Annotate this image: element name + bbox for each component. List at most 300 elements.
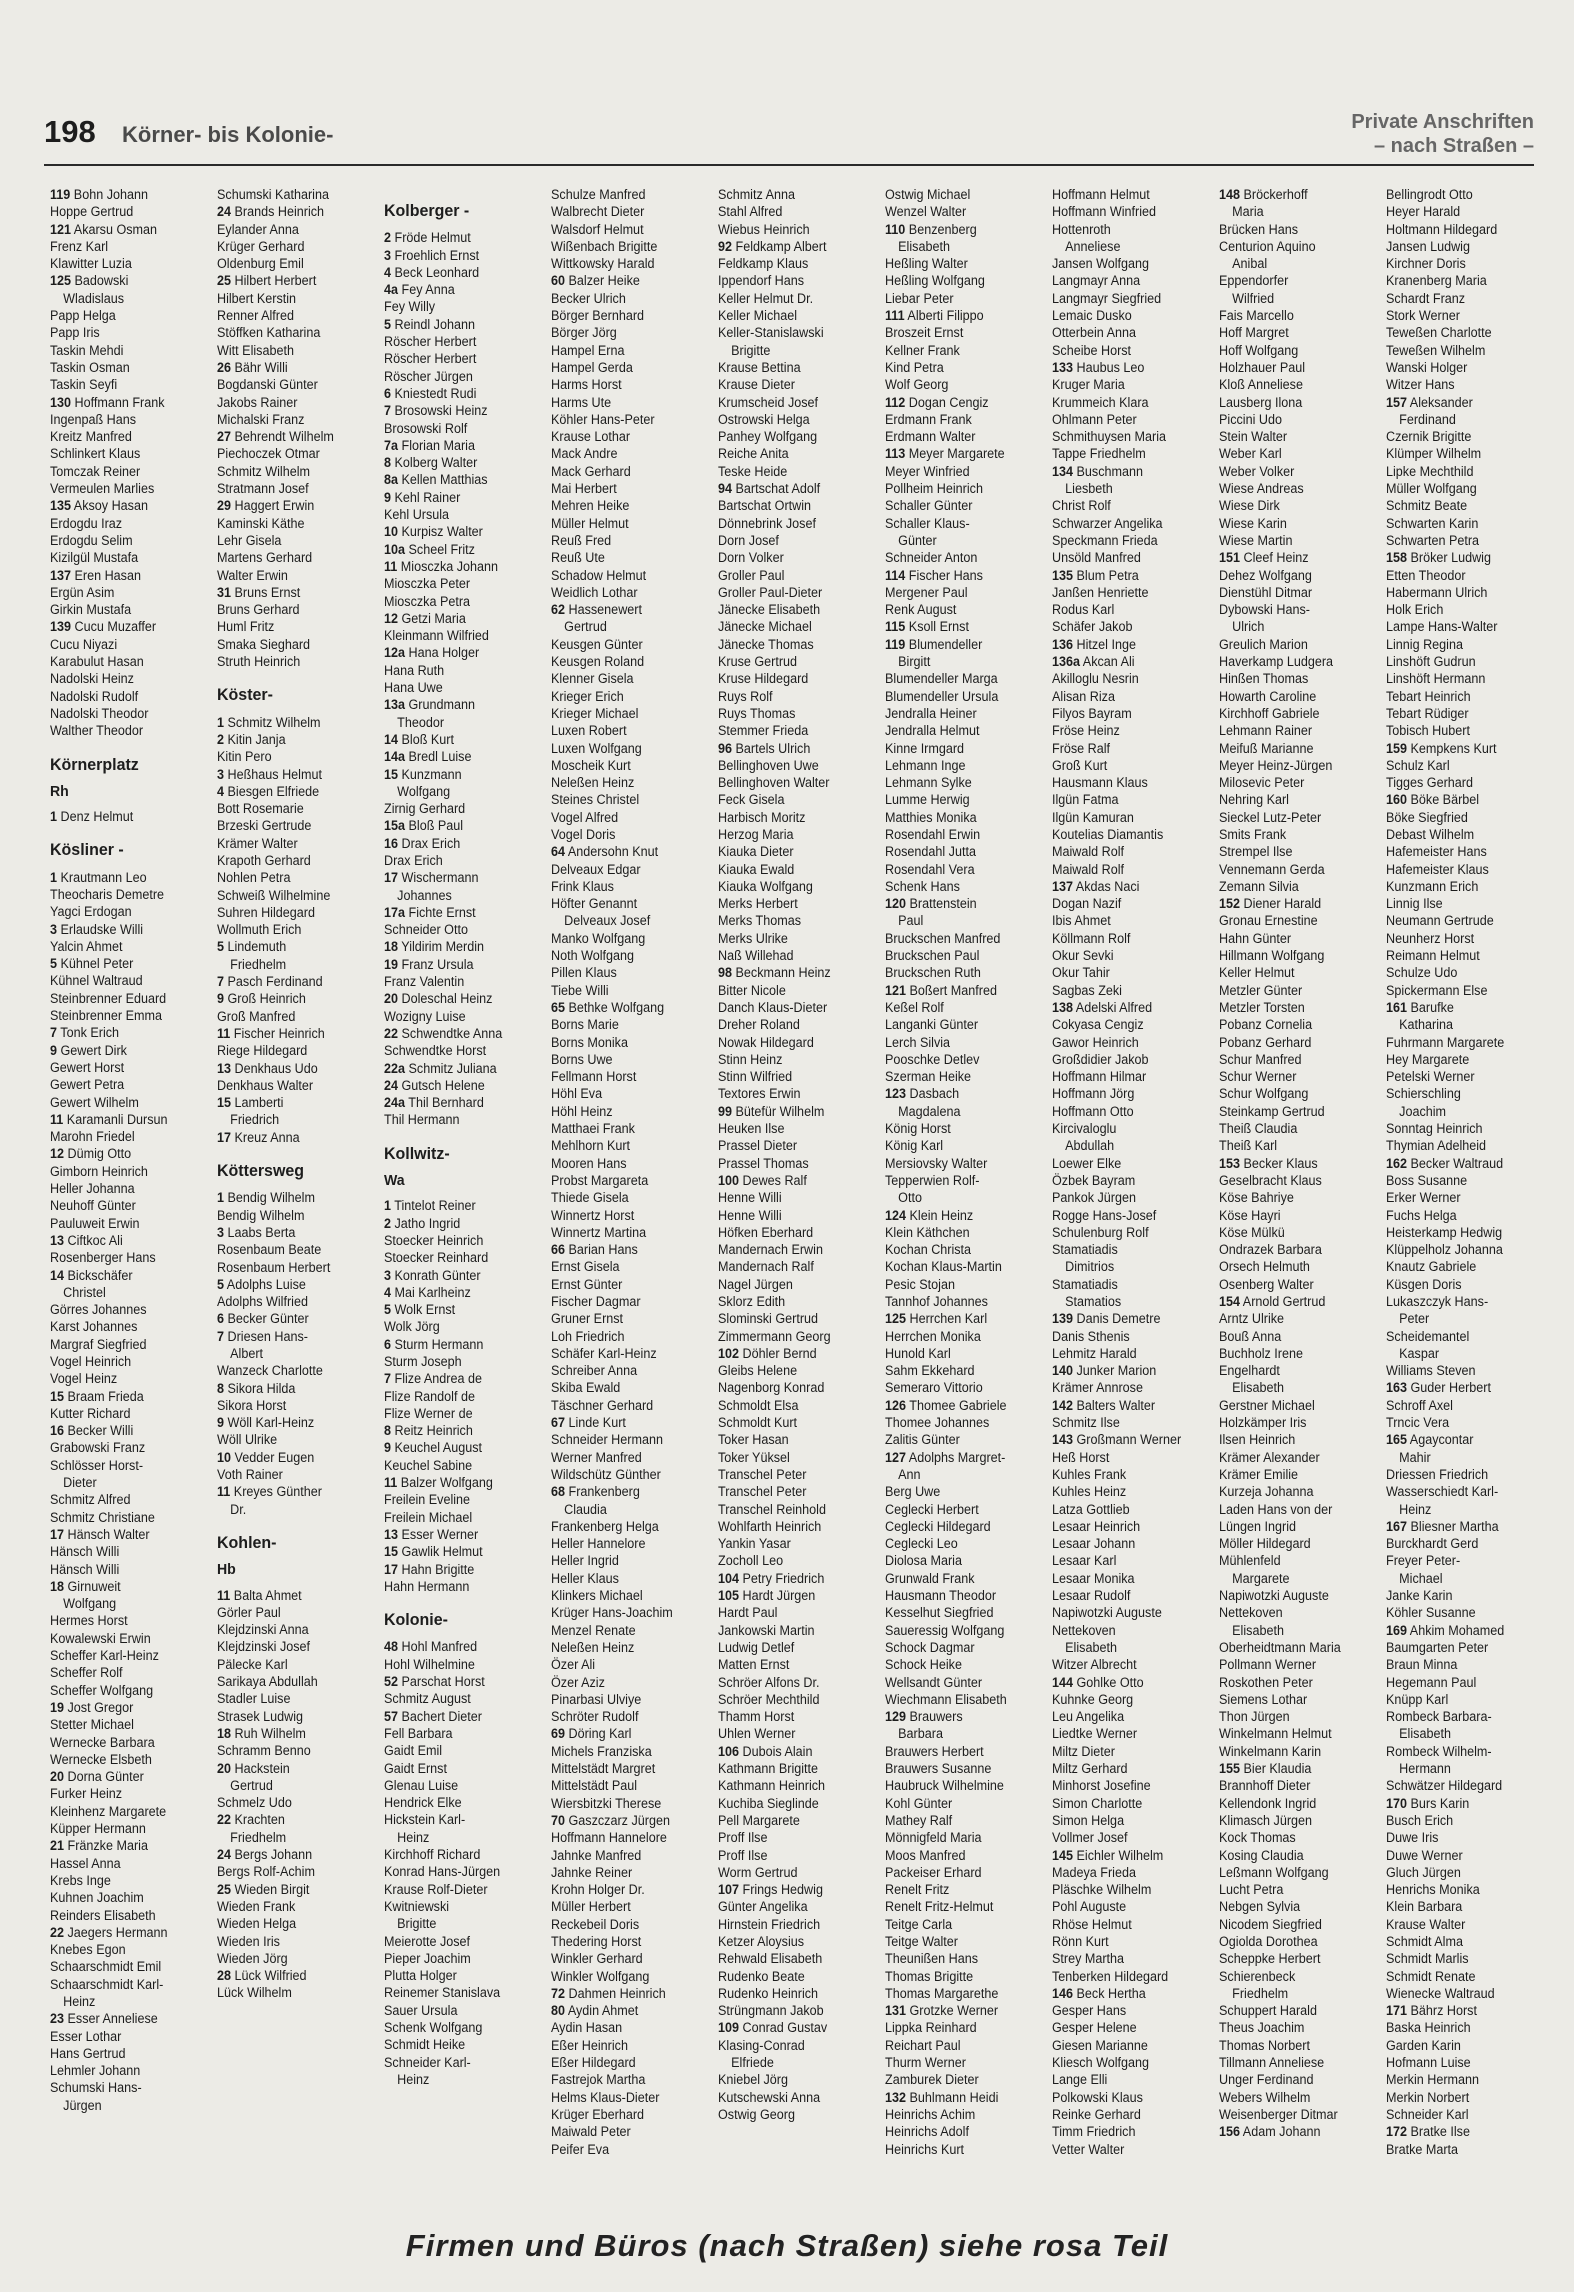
resident-entry: 130 Hoffmann Frank [50, 394, 165, 410]
resident-entry: Krumscheid Josef [718, 394, 819, 410]
house-number: 7 [217, 974, 225, 990]
resident-entry: 14a Bredl Luise [384, 749, 472, 765]
resident-entry: Ibis Ahmet [1052, 913, 1111, 929]
house-number: 156 [1219, 2124, 1241, 2140]
entry-continuation: Magdalena [898, 1103, 961, 1119]
resident-entry: 113 Meyer Margarete [885, 446, 1005, 462]
resident-entry: Jänecke Thomas [718, 636, 814, 652]
resident-entry: 153 Becker Klaus [1219, 1155, 1318, 1171]
resident-entry: Hahn Hermann [384, 1578, 470, 1594]
entry-continuation: Margarete [1232, 1570, 1290, 1586]
house-number: 3 [217, 1224, 225, 1240]
resident-entry: Schmithuysen Maria [1052, 429, 1167, 445]
resident-entry: Ostwig Michael [885, 187, 971, 202]
entry-continuation: Joachim [1399, 1103, 1447, 1119]
resident-entry: Fischer Dagmar [551, 1294, 641, 1309]
resident-entry: Hoffmann Jörg [1052, 1086, 1135, 1102]
directory-columns [50, 186, 1540, 2206]
resident-entry: Feldkamp Klaus [718, 256, 809, 272]
resident-entry: Hoffmann Hannelore [551, 1830, 667, 1846]
resident-entry: Hampel Gerda [551, 359, 633, 375]
entry-continuation: Ferdinand [1399, 411, 1456, 427]
resident-entry: Ceglecki Herbert [885, 1501, 979, 1517]
resident-entry: Kuhles Heinz [1052, 1484, 1127, 1500]
resident-entry: Mooren Hans [551, 1155, 627, 1171]
resident-entry: 5 Wolk Ernst [384, 1302, 456, 1318]
house-number: 2 [217, 731, 225, 747]
directory-column [1052, 186, 1201, 2206]
house-number: 162 [1386, 1155, 1408, 1171]
resident-entry: Krieger Michael [551, 705, 639, 721]
resident-entry: Ernst Gisela [551, 1259, 620, 1275]
resident-entry: 3 Froehlich Ernst [384, 247, 480, 263]
resident-entry: Delveaux Edgar [551, 861, 641, 877]
house-number: 100 [718, 1172, 740, 1188]
resident-entry: Leu Angelika [1052, 1709, 1125, 1725]
resident-entry: Schmitz Beate [1386, 498, 1468, 514]
resident-entry: Matten Ernst [718, 1657, 790, 1673]
resident-entry: Mittelstädt Paul [551, 1778, 638, 1794]
entry-continuation: Anibal [1232, 256, 1268, 272]
district-code: Wa [384, 1172, 405, 1190]
resident-entry: Nettekoven [1219, 1605, 1283, 1621]
resident-entry: Tillmann Anneliese [1219, 2055, 1325, 2071]
entry-continuation: Dieter [63, 1475, 97, 1491]
footer-note: Firmen und Büros (nach Straßen) siehe rosa Teil [405, 2228, 1169, 2263]
house-number: 18 [384, 939, 399, 955]
resident-entry: Grabowski Franz [50, 1440, 146, 1456]
resident-entry: Kathmann Heinrich [718, 1778, 826, 1794]
resident-entry: Fell Barbara [384, 1725, 453, 1741]
house-number: 68 [551, 1484, 566, 1500]
house-number: 1 [50, 809, 58, 825]
resident-entry: 139 Danis Demetre [1052, 1311, 1161, 1327]
resident-entry: Hausmann Klaus [1052, 775, 1148, 791]
resident-entry: Roskothen Peter [1219, 1674, 1313, 1690]
house-number: 134 [1052, 463, 1074, 479]
house-number: 17 [217, 1129, 232, 1145]
resident-entry: Strempel Ilse [1219, 844, 1293, 860]
resident-entry: Hoffmann Helmut [1052, 187, 1150, 202]
house-number: 24 [217, 204, 232, 220]
resident-entry: 27 Behrendt Wilhelm [217, 429, 334, 445]
resident-entry: Pohl Auguste [1052, 1899, 1127, 1915]
resident-entry: Weber Karl [1219, 446, 1282, 462]
resident-entry: 162 Becker Waltraud [1386, 1155, 1504, 1171]
resident-entry: Kruse Gertrud [718, 654, 798, 670]
resident-entry: 135 Aksoy Hasan [50, 498, 148, 514]
house-number: 2 [384, 230, 392, 246]
resident-entry: Transchel Reinhold [718, 1501, 826, 1517]
resident-entry: Proff Ilse [718, 1847, 768, 1863]
resident-entry: 14 Bloß Kurt [384, 731, 454, 747]
resident-entry: Scheffer Karl-Heinz [50, 1648, 159, 1664]
resident-entry: Wozigny Luise [384, 1008, 466, 1024]
resident-entry: Herrchen Monika [885, 1328, 981, 1344]
resident-entry: Naß Willehad [718, 948, 794, 964]
house-number: 123 [885, 1086, 907, 1102]
resident-entry: Siemens Lothar [1219, 1691, 1308, 1707]
resident-entry: Dönnebrink Josef [718, 515, 816, 531]
resident-entry: Madeya Frieda [1052, 1864, 1136, 1880]
resident-entry: Winkler Wolfgang [551, 1968, 650, 1984]
resident-entry: Dehez Wolfgang [1219, 567, 1312, 583]
house-number: 11 [50, 1111, 64, 1127]
house-number: 9 [217, 1415, 225, 1431]
resident-entry: Heßling Walter [885, 256, 968, 272]
resident-entry: Maiwald Rolf [1052, 844, 1125, 860]
resident-entry: Stoecker Heinrich [384, 1232, 484, 1248]
resident-entry: 4a Fey Anna [384, 282, 455, 298]
entry-continuation: Barbara [898, 1726, 943, 1742]
resident-entry: Wollmuth Erich [217, 922, 302, 938]
resident-entry: Hillmann Wolfgang [1219, 948, 1325, 964]
resident-entry: Renelt Fritz-Helmut [885, 1899, 994, 1915]
resident-entry: Timm Friedrich [1052, 2124, 1136, 2140]
resident-entry: Schröter Rudolf [551, 1709, 639, 1725]
house-number: 52 [384, 1674, 399, 1690]
resident-entry: Hans Gertrud [50, 2045, 126, 2061]
resident-entry: Teweßen Charlotte [1386, 325, 1492, 341]
resident-entry: Röscher Jürgen [384, 368, 473, 384]
resident-entry: Nagenborg Konrad [718, 1380, 825, 1396]
resident-entry: Kind Petra [885, 359, 944, 375]
house-number: 7 [384, 403, 392, 419]
resident-entry: Pobanz Gerhard [1219, 1034, 1312, 1050]
resident-entry: Nettekoven [1052, 1622, 1116, 1638]
resident-entry: 20 Hackstein [217, 1760, 290, 1776]
resident-entry: Schierschling [1386, 1086, 1461, 1102]
resident-entry: Nadolski Theodor [50, 705, 149, 721]
resident-entry: Harbisch Moritz [718, 809, 806, 825]
resident-entry: Kochan Christa [885, 1242, 972, 1258]
resident-entry: Reinemer Stanislava [384, 1985, 501, 2001]
resident-entry: 119 Bohn Johann [50, 187, 149, 202]
resident-entry: 114 Fischer Hans [885, 567, 983, 583]
resident-entry: 7a Florian Maria [384, 437, 475, 453]
house-number: 13a [384, 697, 406, 713]
resident-entry: Schröer Mechthild [718, 1691, 820, 1707]
resident-entry: 158 Bröker Ludwig [1386, 550, 1491, 566]
resident-entry: 29 Haggert Erwin [217, 498, 315, 514]
resident-entry: 22 Jaegers Hermann [50, 1924, 168, 1940]
resident-entry: Smaka Sieghard [217, 636, 311, 652]
resident-entry: Stetter Michael [50, 1717, 134, 1733]
resident-entry: Schierenbeck [1219, 1968, 1296, 1984]
resident-entry: 57 Bachert Dieter [384, 1708, 482, 1724]
resident-entry: 1 Tintelot Reiner [384, 1198, 476, 1214]
directory-column [217, 186, 366, 2206]
resident-entry: Huml Fritz [217, 619, 275, 635]
resident-entry: Weisenberger Ditmar [1219, 2106, 1338, 2122]
house-number: 113 [885, 446, 906, 462]
resident-entry: Debast Wilhelm [1386, 826, 1475, 842]
resident-entry: Piccini Udo [1219, 411, 1282, 427]
resident-entry: Heller Johanna [50, 1181, 135, 1197]
house-number: 161 [1386, 999, 1408, 1015]
resident-entry: Reckebeil Doris [551, 1916, 640, 1932]
resident-entry: Manko Wolfgang [551, 930, 646, 946]
house-number: 135 [50, 498, 72, 514]
resident-entry: Lucht Petra [1219, 1882, 1284, 1898]
house-number: 3 [217, 766, 225, 782]
resident-entry: Merkin Norbert [1386, 2089, 1470, 2105]
house-number: 64 [551, 844, 566, 860]
entry-continuation: Elisabeth [1065, 1639, 1117, 1655]
resident-entry: Kellendonk Ingrid [1219, 1795, 1317, 1811]
resident-entry: Langanki Günter [885, 1017, 979, 1033]
resident-entry: Hey Margarete [1386, 1051, 1470, 1067]
resident-entry: 157 Aleksander [1386, 394, 1473, 410]
resident-entry: Krämer Alexander [1219, 1449, 1320, 1465]
resident-entry: 143 Großmann Werner [1052, 1432, 1182, 1448]
house-number: 125 [50, 273, 72, 289]
resident-entry: Ippendorf Hans [718, 273, 805, 289]
resident-entry: Dorn Josef [718, 532, 779, 548]
resident-entry: Schaller Günter [885, 498, 973, 514]
resident-entry: 136 Hitzel Inge [1052, 636, 1136, 652]
resident-entry: Schulenburg Rolf [1052, 1224, 1149, 1240]
resident-entry: Schwätzer Hildegard [1386, 1778, 1503, 1794]
resident-entry: Gesper Helene [1052, 2020, 1137, 2036]
house-number: 11 [217, 1025, 231, 1041]
resident-entry: Hickstein Karl- [384, 1812, 466, 1828]
resident-entry: Hahn Günter [1219, 930, 1292, 946]
street-heading: Kohlen- [217, 1532, 277, 1552]
resident-entry: 137 Eren Hasan [50, 567, 141, 583]
resident-entry: Maiwald Peter [551, 2124, 631, 2140]
resident-entry: Görres Johannes [50, 1302, 147, 1318]
house-number: 4 [384, 1284, 392, 1300]
house-number: 4 [217, 783, 225, 799]
resident-entry: Vennemann Gerda [1219, 861, 1325, 877]
resident-entry: Reuß Fred [551, 532, 612, 548]
resident-entry: Kohl Günter [885, 1795, 953, 1811]
resident-entry: Börger Jörg [551, 325, 617, 341]
resident-entry: 65 Bethke Wolfgang [551, 999, 665, 1015]
resident-entry: 127 Adolphs Margret- [885, 1449, 1006, 1465]
resident-entry: 163 Guder Herbert [1386, 1380, 1491, 1396]
resident-entry: Pillen Klaus [551, 965, 617, 981]
resident-entry: Loewer Elke [1052, 1155, 1122, 1171]
house-number: 133 [1052, 359, 1074, 375]
resident-entry: Klawitter Luzia [50, 256, 132, 272]
house-number: 98 [718, 965, 733, 981]
resident-entry: Noth Wolfgang [551, 948, 635, 964]
resident-entry: Klejdzinski Anna [217, 1622, 309, 1638]
resident-entry: Krämer Walter [217, 835, 298, 851]
resident-entry: Nebgen Sylvia [1219, 1899, 1301, 1915]
resident-entry: Henne Willi [718, 1190, 782, 1206]
resident-entry: Kinne Irmgard [885, 740, 965, 756]
resident-entry: Stemmer Frieda [718, 723, 809, 739]
resident-entry: Piechoczek Otmar [217, 446, 320, 462]
resident-entry: Thon Jürgen [1219, 1709, 1290, 1725]
resident-entry: Becker Ulrich [551, 290, 626, 306]
resident-entry: Bitter Nicole [718, 982, 786, 998]
resident-entry: Neunherz Horst [1386, 930, 1475, 946]
resident-entry: Klinkers Michael [551, 1588, 643, 1604]
resident-entry: Schaarschmidt Emil [50, 1959, 162, 1975]
resident-entry: Teske Heide [718, 463, 788, 479]
house-number: 69 [551, 1726, 566, 1742]
house-number: 29 [217, 498, 232, 514]
resident-entry: 16 Becker Willi [50, 1423, 134, 1439]
resident-entry: Schulz Karl [1386, 757, 1450, 773]
house-number: 148 [1219, 187, 1241, 202]
resident-entry: Reimann Helmut [1386, 948, 1480, 964]
resident-entry: Okur Tahir [1052, 965, 1110, 981]
resident-entry: Reuß Ute [551, 550, 605, 566]
resident-entry: Yankin Yasar [718, 1536, 791, 1552]
resident-entry: Uhlen Werner [718, 1726, 796, 1742]
resident-entry: Kiauka Ewald [718, 861, 795, 877]
resident-entry: Tebart Rüdiger [1386, 705, 1469, 721]
resident-entry: Wienecke Waltraud [1386, 1985, 1495, 2001]
house-number: 11 [384, 1475, 398, 1491]
resident-entry: Skiba Ewald [551, 1380, 621, 1396]
entry-continuation: Claudia [564, 1501, 607, 1517]
resident-entry: 7 Tonk Erich [50, 1025, 120, 1041]
resident-entry: Hottenroth [1052, 221, 1111, 237]
house-number: 137 [50, 567, 72, 583]
resident-entry: Hinßen Thomas [1219, 671, 1309, 687]
resident-entry: Neumann Gertrude [1386, 913, 1494, 929]
resident-entry: Toker Yüksel [718, 1449, 790, 1465]
house-number: 22 [50, 1924, 65, 1940]
resident-entry: Frankenberg Helga [551, 1518, 659, 1534]
resident-entry: Mathey Ralf [885, 1812, 953, 1828]
resident-entry: Jendralla Helmut [885, 723, 980, 739]
entry-continuation: Ann [898, 1466, 921, 1482]
house-number: 6 [384, 1336, 392, 1352]
house-number: 22 [217, 1812, 232, 1828]
resident-entry: Hampel Erna [551, 342, 625, 358]
resident-entry: Hausmann Theodor [885, 1588, 997, 1604]
resident-entry: 2 Fröde Helmut [384, 230, 471, 246]
house-number: 163 [1386, 1380, 1408, 1396]
resident-entry: Rudenko Beate [718, 1968, 805, 1984]
resident-entry: Sklorz Edith [718, 1294, 786, 1309]
house-number: 9 [384, 489, 392, 505]
resident-entry: Lemaic Dusko [1052, 308, 1132, 324]
resident-entry: Pälecke Karl [217, 1656, 288, 1672]
resident-entry: 3 Laabs Berta [217, 1224, 296, 1240]
resident-entry: Schmidt Alma [1386, 1933, 1463, 1949]
resident-entry: Yalcin Ahmet [50, 938, 123, 954]
resident-entry: 6 Kniestedt Rudi [384, 385, 477, 401]
resident-entry: Stöffken Katharina [217, 325, 321, 341]
entry-continuation: Albert [230, 1346, 264, 1361]
house-number: 28 [217, 1968, 232, 1984]
directory-column [384, 186, 533, 2206]
resident-entry: Helms Klaus-Dieter [551, 2089, 660, 2105]
resident-entry: Schwarten Karin [1386, 515, 1479, 531]
house-number: 24 [217, 1847, 232, 1863]
resident-entry: Borns Monika [551, 1034, 628, 1050]
house-number: 5 [384, 316, 392, 332]
resident-entry: Bruckschen Ruth [885, 965, 981, 981]
resident-entry: Köhler Hans-Peter [551, 411, 655, 427]
resident-entry: Langmayr Siegfried [1052, 290, 1162, 306]
resident-entry: Osenberg Walter [1219, 1276, 1314, 1292]
entry-continuation: Hermann [1399, 1761, 1451, 1777]
resident-entry: 1 Schmitz Wilhelm [217, 714, 321, 730]
resident-entry: 9 Gewert Dirk [50, 1042, 127, 1058]
resident-entry: Mack Gerhard [551, 463, 631, 479]
resident-entry: 151 Cleef Heinz [1219, 550, 1309, 566]
resident-entry: Mai Herbert [551, 481, 617, 497]
resident-entry: Stadler Luise [217, 1691, 291, 1707]
resident-entry: Kirchhoff Richard [384, 1847, 481, 1863]
resident-entry: Rönn Kurt [1052, 1933, 1109, 1949]
resident-entry: Mehlhorn Kurt [551, 1138, 631, 1154]
resident-entry: Bellinghoven Walter [718, 775, 830, 791]
resident-entry: Bendig Wilhelm [217, 1207, 305, 1223]
directory-column [1386, 186, 1535, 2206]
house-number: 152 [1219, 896, 1241, 912]
resident-entry: Sonntag Heinrich [1386, 1121, 1483, 1137]
house-number: 57 [384, 1708, 399, 1724]
resident-entry: Thymian Adelheid [1386, 1138, 1487, 1154]
resident-entry: Schumski Katharina [217, 187, 329, 202]
resident-entry: Miosczka Peter [384, 576, 471, 592]
house-number: 7a [384, 437, 399, 453]
resident-entry: Fais Marcello [1219, 308, 1294, 324]
resident-entry: Denkhaus Walter [217, 1077, 314, 1093]
resident-entry: 9 Kehl Rainer [384, 489, 461, 505]
resident-entry: Taskin Seyfi [50, 377, 118, 393]
resident-entry: Rosendahl Vera [885, 861, 975, 877]
resident-entry: 10 Kurpisz Walter [384, 524, 483, 540]
resident-entry: 31 Bruns Ernst [217, 584, 301, 600]
house-number: 130 [50, 394, 72, 410]
resident-entry: Groller Paul-Dieter [718, 584, 823, 600]
resident-entry: König Karl [885, 1138, 944, 1154]
resident-entry: Nowak Hildegard [718, 1034, 814, 1050]
resident-entry: Fey Willy [384, 299, 436, 315]
resident-entry: Steinkamp Gertrud [1219, 1103, 1325, 1119]
resident-entry: 136a Akcan Ali [1052, 654, 1135, 670]
resident-entry: Lerch Silvia [885, 1034, 951, 1050]
resident-entry: Hana Uwe [384, 680, 443, 696]
resident-entry: Wißenbach Brigitte [551, 238, 658, 254]
resident-entry: Hassel Anna [50, 1855, 121, 1871]
resident-entry: Dybowski Hans- [1219, 602, 1310, 618]
resident-entry: Franz Valentin [384, 974, 465, 990]
resident-entry: 9 Keuchel August [384, 1440, 482, 1456]
resident-entry: Zamburek Dieter [885, 2072, 979, 2088]
resident-entry: Gawor Heinrich [1052, 1034, 1139, 1050]
resident-entry: Tannhof Johannes [885, 1294, 988, 1309]
resident-entry: Kiauka Wolfgang [718, 878, 813, 894]
resident-entry: Mack Andre [551, 446, 618, 462]
house-number: 135 [1052, 567, 1074, 583]
resident-entry: Börger Bernhard [551, 308, 645, 324]
resident-entry: Winnertz Martina [551, 1224, 647, 1240]
street-heading: Kösliner - [50, 840, 124, 860]
resident-entry: Groß Manfred [217, 1008, 296, 1024]
resident-entry: Baska Heinrich [1386, 2020, 1471, 2036]
house-number: 115 [885, 619, 906, 635]
resident-entry: 142 Balters Walter [1052, 1397, 1156, 1413]
resident-entry: Wohlfarth Heinrich [718, 1518, 822, 1534]
resident-entry: 92 Feldkamp Albert [718, 238, 827, 254]
resident-entry: Wiebus Heinrich [718, 221, 810, 237]
directory-column [1219, 186, 1368, 2206]
resident-entry: Lehmann Rainer [1219, 723, 1313, 739]
resident-entry: 72 Dahmen Heinrich [551, 1985, 666, 2001]
